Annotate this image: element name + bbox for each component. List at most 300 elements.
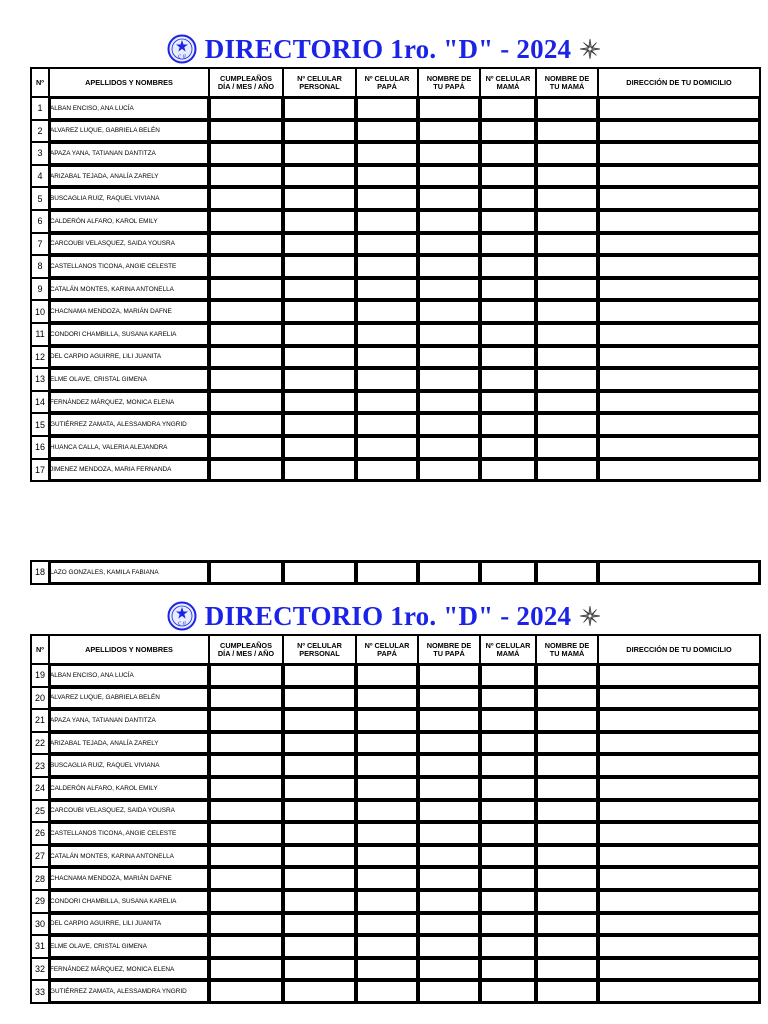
mom-name-cell[interactable]	[536, 459, 598, 482]
personal-phone-cell[interactable]	[283, 97, 356, 120]
address-cell[interactable]	[598, 754, 760, 777]
dad-phone-cell[interactable]	[356, 97, 418, 120]
student-name: CHACNAMA MENDOZA, MARIÁN DAFNE	[49, 300, 209, 323]
address-cell[interactable]	[598, 187, 760, 210]
header-mom-name-line1: NOMBRE DE	[544, 73, 590, 83]
row-number: 1	[31, 97, 49, 120]
birthday-cell[interactable]	[209, 142, 283, 165]
dad-name-cell[interactable]	[418, 391, 480, 414]
birthday-cell[interactable]	[209, 754, 283, 777]
dad-name-cell[interactable]	[418, 413, 480, 436]
header-mom-name	[536, 635, 598, 664]
header-dad-name-line1: NOMBRE DE	[426, 73, 472, 83]
birthday-cell[interactable]	[209, 368, 283, 391]
dad-name-cell[interactable]	[418, 980, 480, 1003]
mom-name-cell[interactable]	[536, 278, 598, 301]
dad-phone-cell[interactable]	[356, 754, 418, 777]
dad-phone-cell[interactable]	[356, 777, 418, 800]
dad-name-cell[interactable]	[418, 561, 480, 584]
mom-name-cell[interactable]	[536, 187, 598, 210]
table-row	[31, 323, 760, 346]
personal-phone-cell[interactable]	[283, 413, 356, 436]
row-number: 18	[31, 561, 49, 584]
dad-name-cell[interactable]	[418, 664, 480, 687]
mom-phone-cell[interactable]	[480, 459, 536, 482]
student-name: ARIZABAL TEJADA, ANALÍA ZARELY	[49, 732, 209, 755]
mom-phone-cell[interactable]	[480, 278, 536, 301]
student-name: HUANCA CALLA, VALERIA ALEJANDRA	[49, 436, 209, 459]
personal-phone-cell[interactable]	[283, 391, 356, 414]
table-row	[31, 935, 760, 958]
mom-phone-cell[interactable]	[480, 391, 536, 414]
svg-text:c a: c a	[177, 619, 186, 627]
mom-phone-cell[interactable]	[480, 732, 536, 755]
header-name-label: APELLIDOS Y NOMBRES	[85, 644, 173, 654]
birthday-cell[interactable]	[209, 664, 283, 687]
header-mom-cell	[480, 68, 536, 97]
birthday-cell[interactable]	[209, 980, 283, 1003]
mom-name-cell[interactable]	[536, 300, 598, 323]
mom-phone-cell[interactable]	[480, 413, 536, 436]
row-number: 33	[31, 980, 49, 1003]
student-name: APAZA YANA, TATIANAN DANTITZA	[49, 709, 209, 732]
table-row	[31, 346, 760, 369]
row-number: 17	[31, 459, 49, 482]
mom-phone-cell[interactable]	[480, 165, 536, 188]
header-cell-line2: PERSONAL	[299, 81, 340, 91]
directory-table	[30, 67, 761, 482]
address-cell[interactable]	[598, 436, 760, 459]
mom-name-cell[interactable]	[536, 664, 598, 687]
table-header-row	[31, 635, 760, 664]
student-name: GUTIÉRREZ ZAMATA, ALESSAMDRA YNGRID	[49, 980, 209, 1003]
address-cell[interactable]	[598, 278, 760, 301]
birthday-cell[interactable]	[209, 391, 283, 414]
mom-name-cell[interactable]	[536, 867, 598, 890]
student-name: CATALÁN MONTES, KARINA ANTONELLA	[49, 278, 209, 301]
personal-phone-cell[interactable]	[283, 459, 356, 482]
address-cell[interactable]	[598, 913, 760, 936]
mom-name-cell[interactable]	[536, 822, 598, 845]
header-mom-cell-line1: Nº CELULAR	[485, 640, 531, 650]
birthday-cell[interactable]	[209, 913, 283, 936]
personal-phone-cell[interactable]	[283, 561, 356, 584]
dad-phone-cell[interactable]	[356, 413, 418, 436]
mom-phone-cell[interactable]	[480, 980, 536, 1003]
student-name: CARCOUBI VELASQUEZ, SAIDA YOUSRA	[49, 800, 209, 823]
mom-phone-cell[interactable]	[480, 255, 536, 278]
header-address	[598, 68, 760, 97]
mom-name-cell[interactable]	[536, 142, 598, 165]
dad-name-cell[interactable]	[418, 958, 480, 981]
personal-phone-cell[interactable]	[283, 687, 356, 710]
mom-name-cell[interactable]	[536, 754, 598, 777]
dad-phone-cell[interactable]	[356, 958, 418, 981]
dad-phone-cell[interactable]	[356, 709, 418, 732]
student-name: GUTIÉRREZ ZAMATA, ALESSAMDRA YNGRID	[49, 413, 209, 436]
address-cell[interactable]	[598, 561, 760, 584]
dad-name-cell[interactable]	[418, 754, 480, 777]
mom-phone-cell[interactable]	[480, 890, 536, 913]
mom-name-cell[interactable]	[536, 800, 598, 823]
header-address	[598, 635, 760, 664]
mom-phone-cell[interactable]	[480, 777, 536, 800]
address-cell[interactable]	[598, 346, 760, 369]
birthday-cell[interactable]	[209, 210, 283, 233]
birthday-cell[interactable]	[209, 867, 283, 890]
row-number: 3	[31, 142, 49, 165]
personal-phone-cell[interactable]	[283, 845, 356, 868]
dad-name-cell[interactable]	[418, 165, 480, 188]
address-cell[interactable]	[598, 958, 760, 981]
mom-phone-cell[interactable]	[480, 210, 536, 233]
dad-phone-cell[interactable]	[356, 822, 418, 845]
address-cell[interactable]	[598, 732, 760, 755]
dad-phone-cell[interactable]	[356, 687, 418, 710]
table-row	[31, 187, 760, 210]
mom-name-cell[interactable]	[536, 845, 598, 868]
mom-phone-cell[interactable]	[480, 561, 536, 584]
mom-phone-cell[interactable]	[480, 436, 536, 459]
mom-phone-cell[interactable]	[480, 120, 536, 143]
birthday-cell[interactable]	[209, 278, 283, 301]
mom-phone-cell[interactable]	[480, 187, 536, 210]
mom-phone-cell[interactable]	[480, 958, 536, 981]
personal-phone-cell[interactable]	[283, 732, 356, 755]
mom-name-cell[interactable]	[536, 97, 598, 120]
school-seal-icon	[167, 34, 197, 64]
dad-name-cell[interactable]	[418, 210, 480, 233]
dad-name-cell[interactable]	[418, 278, 480, 301]
personal-phone-cell[interactable]	[283, 935, 356, 958]
birthday-cell[interactable]	[209, 561, 283, 584]
dad-name-cell[interactable]	[418, 800, 480, 823]
birthday-cell[interactable]	[209, 187, 283, 210]
personal-phone-cell[interactable]	[283, 233, 356, 256]
birthday-cell[interactable]	[209, 459, 283, 482]
compass-star-icon	[579, 605, 601, 627]
mom-name-cell[interactable]	[536, 368, 598, 391]
table-row	[31, 913, 760, 936]
dad-phone-cell[interactable]	[356, 459, 418, 482]
row-number: 7	[31, 233, 49, 256]
mom-name-cell[interactable]	[536, 165, 598, 188]
birthday-cell[interactable]	[209, 120, 283, 143]
mom-phone-cell[interactable]	[480, 800, 536, 823]
personal-phone-cell[interactable]	[283, 754, 356, 777]
header-birthday	[209, 68, 283, 97]
dad-name-cell[interactable]	[418, 913, 480, 936]
address-cell[interactable]	[598, 233, 760, 256]
dad-name-cell[interactable]	[418, 777, 480, 800]
birthday-cell[interactable]	[209, 323, 283, 346]
personal-phone-cell[interactable]	[283, 709, 356, 732]
dad-name-cell[interactable]	[418, 709, 480, 732]
table-row	[31, 800, 760, 823]
personal-phone-cell[interactable]	[283, 436, 356, 459]
mom-name-cell[interactable]	[536, 413, 598, 436]
birthday-cell[interactable]	[209, 233, 283, 256]
personal-phone-cell[interactable]	[283, 187, 356, 210]
table-row	[31, 709, 760, 732]
address-cell[interactable]	[598, 300, 760, 323]
dad-phone-cell[interactable]	[356, 732, 418, 755]
mom-name-cell[interactable]	[536, 323, 598, 346]
address-cell[interactable]	[598, 323, 760, 346]
address-cell[interactable]	[598, 165, 760, 188]
student-name: JIMENEZ MENDOZA, MARIA FERNANDA	[49, 459, 209, 482]
table-row	[31, 368, 760, 391]
dad-name-cell[interactable]	[418, 255, 480, 278]
student-name: LAZO GONZALES, KAMILA FABIANA	[49, 561, 209, 584]
birthday-cell[interactable]	[209, 845, 283, 868]
mom-phone-cell[interactable]	[480, 323, 536, 346]
mom-name-cell[interactable]	[536, 210, 598, 233]
personal-phone-cell[interactable]	[283, 142, 356, 165]
birthday-cell[interactable]	[209, 436, 283, 459]
address-cell[interactable]	[598, 980, 760, 1003]
dad-phone-cell[interactable]	[356, 845, 418, 868]
dad-name-cell[interactable]	[418, 187, 480, 210]
dad-phone-cell[interactable]	[356, 300, 418, 323]
personal-phone-cell[interactable]	[283, 913, 356, 936]
mom-name-cell[interactable]	[536, 913, 598, 936]
personal-phone-cell[interactable]	[283, 867, 356, 890]
mom-phone-cell[interactable]	[480, 368, 536, 391]
dad-phone-cell[interactable]	[356, 210, 418, 233]
address-cell[interactable]	[598, 255, 760, 278]
header-birthday-line2: DÍA / MES / AÑO	[217, 81, 275, 91]
dad-phone-cell[interactable]	[356, 561, 418, 584]
dad-name-cell[interactable]	[418, 845, 480, 868]
personal-phone-cell[interactable]	[283, 980, 356, 1003]
address-cell[interactable]	[598, 890, 760, 913]
birthday-cell[interactable]	[209, 890, 283, 913]
address-cell[interactable]	[598, 935, 760, 958]
header-birthday-line1: CUMPLEAÑOS	[220, 640, 272, 650]
dad-phone-cell[interactable]	[356, 391, 418, 414]
dad-name-cell[interactable]	[418, 867, 480, 890]
mom-name-cell[interactable]	[536, 890, 598, 913]
personal-phone-cell[interactable]	[283, 323, 356, 346]
birthday-cell[interactable]	[209, 413, 283, 436]
personal-phone-cell[interactable]	[283, 958, 356, 981]
row-number: 5	[31, 187, 49, 210]
mom-name-cell[interactable]	[536, 980, 598, 1003]
mom-phone-cell[interactable]	[480, 822, 536, 845]
address-cell[interactable]	[598, 459, 760, 482]
directory-table-continuation	[30, 560, 761, 585]
dad-phone-cell[interactable]	[356, 187, 418, 210]
birthday-cell[interactable]	[209, 822, 283, 845]
dad-name-cell[interactable]	[418, 822, 480, 845]
row-number: 31	[31, 935, 49, 958]
mom-phone-cell[interactable]	[480, 300, 536, 323]
birthday-cell[interactable]	[209, 687, 283, 710]
personal-phone-cell[interactable]	[283, 777, 356, 800]
address-cell[interactable]	[598, 800, 760, 823]
dad-name-cell[interactable]	[418, 368, 480, 391]
mom-phone-cell[interactable]	[480, 346, 536, 369]
birthday-cell[interactable]	[209, 935, 283, 958]
personal-phone-cell[interactable]	[283, 300, 356, 323]
table-row	[31, 255, 760, 278]
table-row	[31, 732, 760, 755]
student-name: DEL CARPIO AGUIRRE, LILI JUANITA	[49, 346, 209, 369]
mom-phone-cell[interactable]	[480, 754, 536, 777]
dad-phone-cell[interactable]	[356, 890, 418, 913]
dad-name-cell[interactable]	[418, 120, 480, 143]
mom-name-cell[interactable]	[536, 732, 598, 755]
birthday-cell[interactable]	[209, 255, 283, 278]
personal-phone-cell[interactable]	[283, 255, 356, 278]
dad-phone-cell[interactable]	[356, 346, 418, 369]
dad-phone-cell[interactable]	[356, 867, 418, 890]
dad-phone-cell[interactable]	[356, 120, 418, 143]
mom-name-cell[interactable]	[536, 120, 598, 143]
dad-phone-cell[interactable]	[356, 436, 418, 459]
dad-phone-cell[interactable]	[356, 142, 418, 165]
birthday-cell[interactable]	[209, 346, 283, 369]
header-dad-name-line1: NOMBRE DE	[426, 640, 472, 650]
dad-phone-cell[interactable]	[356, 664, 418, 687]
header-cell-line1: Nº CELULAR	[297, 73, 342, 83]
mom-phone-cell[interactable]	[480, 709, 536, 732]
personal-phone-cell[interactable]	[283, 822, 356, 845]
mom-name-cell[interactable]	[536, 436, 598, 459]
header-cell-line1: Nº CELULAR	[297, 640, 342, 650]
mom-phone-cell[interactable]	[480, 935, 536, 958]
personal-phone-cell[interactable]	[283, 210, 356, 233]
row-number: 9	[31, 278, 49, 301]
mom-name-cell[interactable]	[536, 687, 598, 710]
dad-name-cell[interactable]	[418, 142, 480, 165]
personal-phone-cell[interactable]	[283, 890, 356, 913]
dad-phone-cell[interactable]	[356, 935, 418, 958]
address-cell[interactable]	[598, 845, 760, 868]
student-name: FERNÁNDEZ MÁRQUEZ, MONICA ELENA	[49, 391, 209, 414]
dad-phone-cell[interactable]	[356, 278, 418, 301]
table-row	[31, 278, 760, 301]
address-cell[interactable]	[598, 210, 760, 233]
birthday-cell[interactable]	[209, 97, 283, 120]
mom-phone-cell[interactable]	[480, 687, 536, 710]
dad-phone-cell[interactable]	[356, 233, 418, 256]
header-cell-line2: PERSONAL	[299, 648, 340, 658]
address-cell[interactable]	[598, 867, 760, 890]
mom-name-cell[interactable]	[536, 391, 598, 414]
birthday-cell[interactable]	[209, 958, 283, 981]
address-cell[interactable]	[598, 97, 760, 120]
dad-name-cell[interactable]	[418, 732, 480, 755]
dad-name-cell[interactable]	[418, 97, 480, 120]
dad-name-cell[interactable]	[418, 890, 480, 913]
directory-title-2: DIRECTORIO 1ro. "D" - 2024	[204, 600, 572, 631]
mom-name-cell[interactable]	[536, 935, 598, 958]
mom-phone-cell[interactable]	[480, 664, 536, 687]
address-cell[interactable]	[598, 664, 760, 687]
dad-phone-cell[interactable]	[356, 323, 418, 346]
address-cell[interactable]	[598, 822, 760, 845]
address-cell[interactable]	[598, 391, 760, 414]
personal-phone-cell[interactable]	[283, 120, 356, 143]
dad-phone-cell[interactable]	[356, 913, 418, 936]
address-cell[interactable]	[598, 777, 760, 800]
row-number: 30	[31, 913, 49, 936]
birthday-cell[interactable]	[209, 300, 283, 323]
birthday-cell[interactable]	[209, 165, 283, 188]
dad-name-cell[interactable]	[418, 687, 480, 710]
mom-name-cell[interactable]	[536, 346, 598, 369]
mom-phone-cell[interactable]	[480, 97, 536, 120]
mom-name-cell[interactable]	[536, 255, 598, 278]
mom-phone-cell[interactable]	[480, 913, 536, 936]
table-row	[31, 300, 760, 323]
row-number: 21	[31, 709, 49, 732]
header-mom-name-line2: TU MAMÁ	[549, 81, 585, 91]
dad-name-cell[interactable]	[418, 346, 480, 369]
header-mom-cell-line1: Nº CELULAR	[485, 73, 531, 83]
birthday-cell[interactable]	[209, 777, 283, 800]
dad-name-cell[interactable]	[418, 323, 480, 346]
address-cell[interactable]	[598, 413, 760, 436]
mom-phone-cell[interactable]	[480, 233, 536, 256]
row-number: 28	[31, 867, 49, 890]
dad-phone-cell[interactable]	[356, 800, 418, 823]
birthday-cell[interactable]	[209, 800, 283, 823]
mom-phone-cell[interactable]	[480, 142, 536, 165]
dad-name-cell[interactable]	[418, 459, 480, 482]
header-name	[49, 68, 209, 97]
student-name: CONDORI CHAMBILLA, SUSANA KARELIA	[49, 323, 209, 346]
personal-phone-cell[interactable]	[283, 346, 356, 369]
dad-phone-cell[interactable]	[356, 255, 418, 278]
birthday-cell[interactable]	[209, 709, 283, 732]
address-cell[interactable]	[598, 368, 760, 391]
dad-phone-cell[interactable]	[356, 980, 418, 1003]
dad-name-cell[interactable]	[418, 300, 480, 323]
mom-name-cell[interactable]	[536, 777, 598, 800]
birthday-cell[interactable]	[209, 732, 283, 755]
personal-phone-cell[interactable]	[283, 278, 356, 301]
personal-phone-cell[interactable]	[283, 664, 356, 687]
address-cell[interactable]	[598, 709, 760, 732]
directory-title: DIRECTORIO 1ro. "D" - 2024	[204, 33, 572, 64]
dad-name-cell[interactable]	[418, 935, 480, 958]
personal-phone-cell[interactable]	[283, 368, 356, 391]
student-name: BUSCAGLIA RUIZ, RAQUEL VIVIANA	[49, 754, 209, 777]
dad-phone-cell[interactable]	[356, 165, 418, 188]
dad-name-cell[interactable]	[418, 436, 480, 459]
address-cell[interactable]	[598, 120, 760, 143]
mom-name-cell[interactable]	[536, 958, 598, 981]
mom-phone-cell[interactable]	[480, 867, 536, 890]
dad-name-cell[interactable]	[418, 233, 480, 256]
student-name: CASTELLANOS TICONA, ANGIE CELESTE	[49, 822, 209, 845]
address-cell[interactable]	[598, 687, 760, 710]
personal-phone-cell[interactable]	[283, 800, 356, 823]
mom-name-cell[interactable]	[536, 709, 598, 732]
dad-phone-cell[interactable]	[356, 368, 418, 391]
student-name: ALVAREZ LUQUE, GABRIELA BELÉN	[49, 120, 209, 143]
mom-phone-cell[interactable]	[480, 845, 536, 868]
mom-name-cell[interactable]	[536, 561, 598, 584]
address-cell[interactable]	[598, 142, 760, 165]
header-dad-name-line2: TU PAPÁ	[433, 648, 465, 658]
table-header-row	[31, 68, 760, 97]
personal-phone-cell[interactable]	[283, 165, 356, 188]
mom-name-cell[interactable]	[536, 233, 598, 256]
